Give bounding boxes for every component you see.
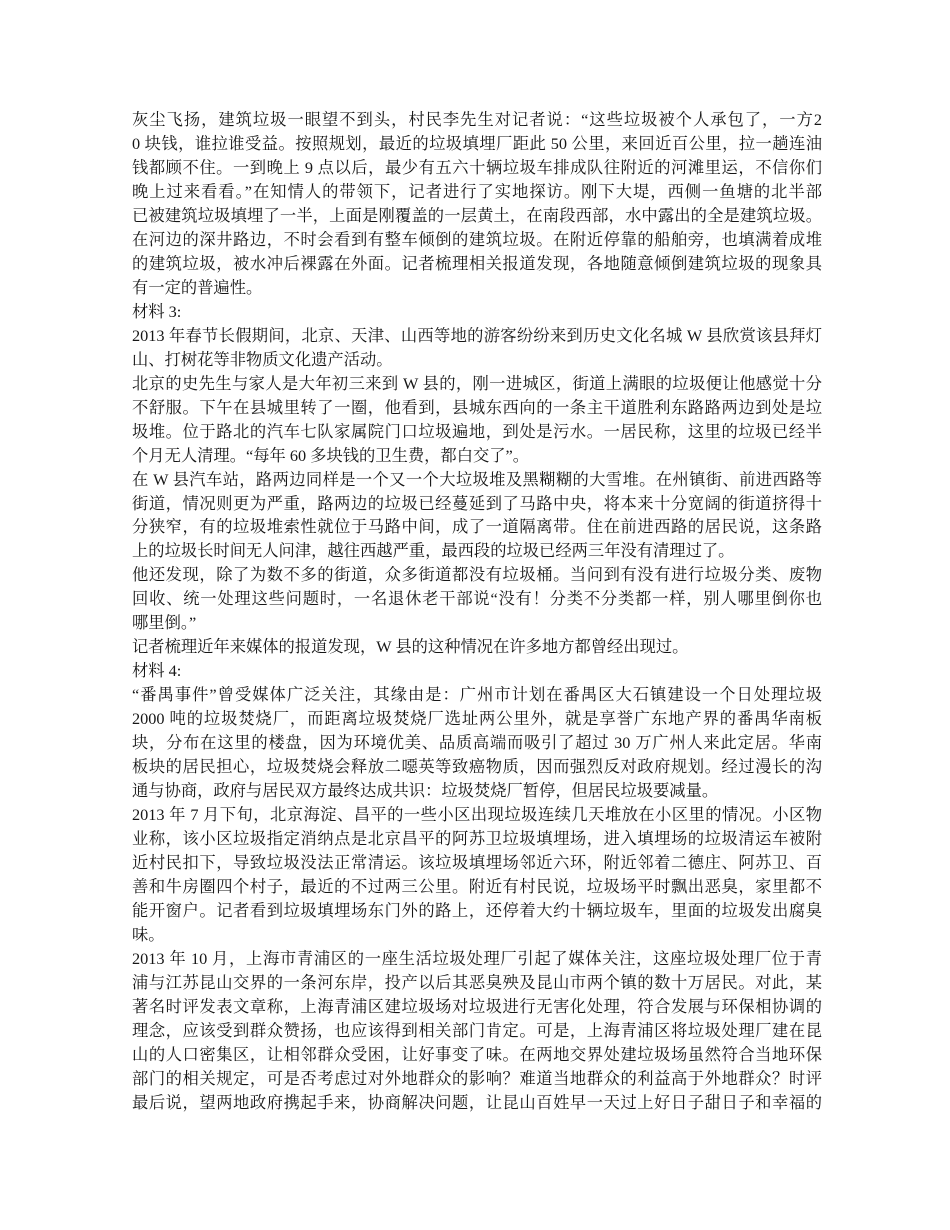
text-line: 材料 4: [132,661,182,681]
text-line: 味。 [132,924,165,944]
text-line: 2013 年春节长假期间，北京、天津、山西等地的游客纷纷来到历史文化名城 W 县欣赏该县拜灯 [132,325,822,345]
text-line: 晚上过来看看。”在知情人的带领下，记者进行了实地探访。刚下大堤，西侧一鱼塘的北半部 [132,181,822,201]
text-line: 部门的相关规定，可是否考虑过对外地群众的影响？难道当地群众的利益高于外地群众？时评 [132,1068,822,1088]
text-line: 哪里倒。” [132,613,197,633]
text-line: 不舒服。下午在县城里转了一圈，他看到，县城东西向的一条主干道胜利东路路两边到处是垃 [132,397,822,417]
text-line: 善和牛房圈四个村子，最近的不过两三公里。附近有村民说，垃圾场平时飘出恶臭，家里都不 [132,877,822,896]
text-line: 2000 吨的垃圾焚烧厂，而距离垃圾焚烧厂选址两公里外，就是享誉广东地产界的番禺华南板 [132,709,822,729]
text-line: 2013 年 7 月下旬，北京海淀、昌平的一些小区出现垃圾连续几天堆放在小区里的情况。小区物 [132,805,822,825]
text-line: 在河边的深井路边，不时会看到有整车倾倒的建筑垃圾。在附近停靠的船舶旁，也填满着成堆 [132,229,822,249]
document-page [132,108,822,1115]
text-line: 最后说，望两地政府携起手来，协商解决问题，让昆山百姓早一天过上好日子甜日子和幸福的 [132,1092,822,1112]
text-line: 山、打树花等非物质文化遗产活动。 [132,349,393,369]
text-line: “番禺事件”曾受媒体广泛关注，其缘由是：广州市计划在番禺区大石镇建设一个日处理垃圾 [132,685,822,705]
text-line: 2013 年 10 月，上海市青浦区的一座生活垃圾处理厂引起了媒体关注，这座垃圾处理厂位于青 [132,948,822,968]
text-line: 理念，应该受到群众赞扬，也应该得到相关部门肯定。可是，上海青浦区将垃圾处理厂建在昆 [132,1020,822,1040]
text-line: 上的垃圾长时间无人问津，越往西越严重，最西段的垃圾已经两三年没有清理过了。 [132,541,735,561]
text-line: 著名时评发表文章称，上海青浦区建垃圾场对垃圾进行无害化处理，符合发展与环保相协调的 [132,996,822,1016]
text-line: 材料 3: [132,301,182,321]
document-text-block [132,108,822,1115]
text-line: 回收、统一处理这些问题时，一名退休老干部说“没有！分类不分类都一样，别人哪里倒你也 [132,589,822,609]
text-line: 0 块钱，谁拉谁受益。按照规划，最近的垃圾填埋厂距此 50 公里，来回近百公里，拉一趟连油 [132,133,822,153]
text-line: 已被建筑垃圾填埋了一半，上面是刚覆盖的一层黄土，在南段西部，水中露出的全是建筑垃圾。 [132,205,822,225]
text-line: 灰尘飞扬，建筑垃圾一眼望不到头，村民李先生对记者说：“这些垃圾被个人承包了，一方2 [132,110,822,129]
text-line: 板块的居民担心，垃圾焚烧会释放二噁英等致癌物质，因而强烈反对政府规划。经过漫长的沟 [132,757,822,777]
text-line: 个月无人清理。“每年 60 多块钱的卫生费，都白交了”。 [132,445,530,465]
text-line: 山的人口密集区，让相邻群众受困，让好事变了味。在两地交界处建垃圾场虽然符合当地环保 [132,1044,822,1064]
text-line: 记者梳理近年来媒体的报道发现，W 县的这种情况在许多地方都曾经出现过。 [132,637,689,657]
text-line: 业称，该小区垃圾指定消纳点是北京昌平的阿苏卫垃圾填埋场，进入填埋场的垃圾清运车被附 [132,829,822,849]
text-line: 浦与江苏昆山交界的一条河东岸，投产以后其恶臭殃及昆山市两个镇的数十万居民。对此，某 [132,972,822,992]
text-line: 通与协商，政府与居民双方最终达成共识：垃圾焚烧厂暂停，但居民垃圾要减量。 [132,781,719,801]
text-line: 街道，情况则更为严重，路两边的垃圾已经蔓延到了马路中央，将本来十分宽阔的街道挤得十 [132,493,822,513]
text-line: 能开窗户。记者看到垃圾填埋场东门外的路上，还停着大约十辆垃圾车，里面的垃圾发出腐臭 [132,900,822,920]
text-line: 的建筑垃圾，被水冲后裸露在外面。记者梳理相关报道发现，各地随意倾倒建筑垃圾的现象具 [132,253,822,273]
text-line: 他还发现，除了为数不多的街道，众多街道都没有垃圾桶。当问到有没有进行垃圾分类、废物 [132,565,822,585]
text-line: 分狭窄，有的垃圾堆索性就位于马路中间，成了一道隔离带。住在前进西路的居民说，这条路 [132,517,822,537]
text-line: 块，分布在这里的楼盘，因为环境优美、品质高端而吸引了超过 30 万广州人来此定居。华南 [132,733,822,753]
text-line: 有一定的普遍性。 [132,277,263,297]
text-line: 圾堆。位于路北的汽车七队家属院门口垃圾遍地，到处是污水。一居民称，这里的垃圾已经半 [132,421,822,441]
text-line: 在 W 县汽车站，路两边同样是一个又一个大垃圾堆及黑糊糊的大雪堆。在州镇街、前进西路等 [132,469,822,489]
text-line: 北京的史先生与家人是大年初三来到 W 县的，刚一进城区，街道上满眼的垃圾便让他感觉十分 [132,373,822,393]
text-line: 近村民扣下，导致垃圾没法正常清运。该垃圾填埋场邻近六环，附近邻着二德庄、阿苏卫、百 [132,853,822,873]
text-line: 钱都顾不住。一到晚上 9 点以后，最少有五六十辆垃圾车排成队往附近的河滩里运，不信你们 [132,157,822,177]
